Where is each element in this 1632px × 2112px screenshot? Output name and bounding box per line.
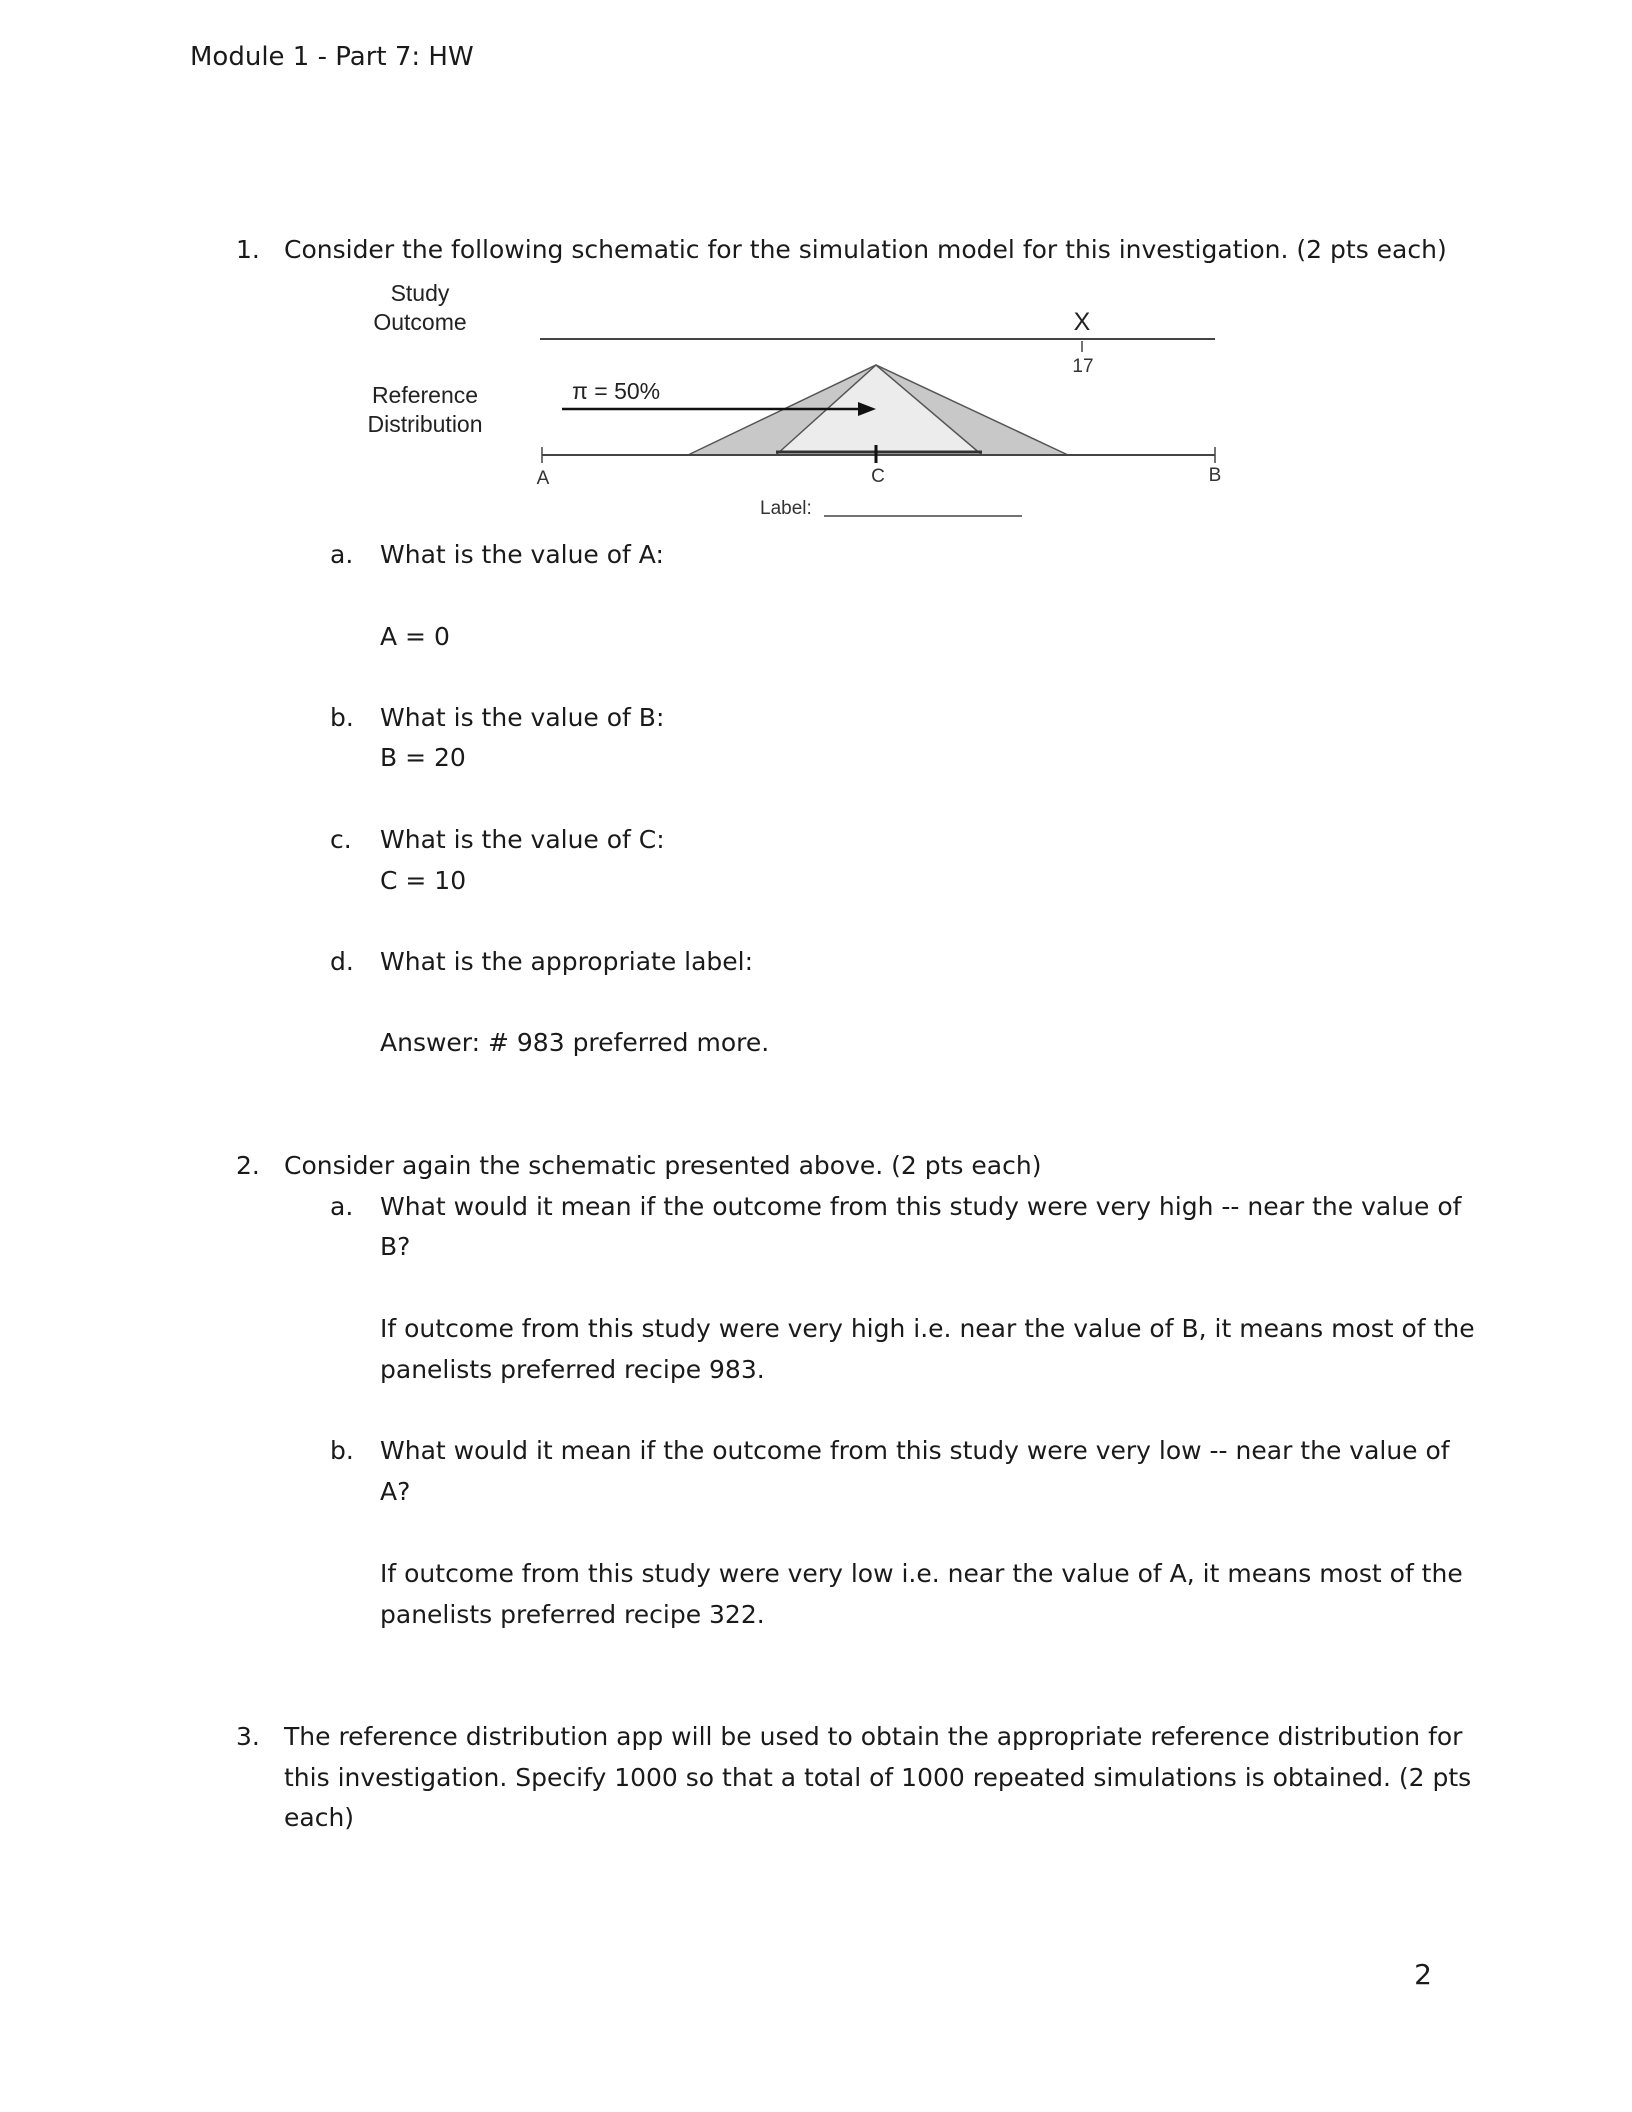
reference-label-line2: Distribution [367,411,483,437]
q1b-letter: b. [330,703,354,732]
label-text: Label: [760,498,812,519]
question-1-text: Consider the following schematic for the simulation model for this investigation. (2 pts each) [284,235,1447,264]
x-value: 17 [1072,356,1094,377]
c-label: C [871,466,885,487]
x-mark: X [1073,308,1091,336]
question-3-line1: The reference distribution app will be used to obtain the appropriate reference distribution for [284,1722,1463,1751]
reference-label-line1: Reference [371,382,479,408]
q1c-letter: c. [330,825,352,854]
q2a-question-line2: B? [380,1232,411,1261]
study-outcome-label-line1: Study [390,280,450,306]
question-3-line3: each) [284,1803,355,1832]
q2a-letter: a. [330,1192,354,1221]
q1a-question: What is the value of A: [380,540,664,569]
q1a-letter: a. [330,540,354,569]
question-2-text: Consider again the schematic presented above. (2 pts each) [284,1151,1042,1180]
q1a-answer: A = 0 [380,622,450,651]
q1d-answer: Answer: # 983 preferred more. [380,1028,770,1057]
b-label: B [1208,465,1222,486]
question-2-number: 2. [236,1151,260,1180]
q2b-answer-line1: If outcome from this study were very low i.e. near the value of A, it means most of the [380,1559,1463,1588]
q1c-question: What is the value of C: [380,825,665,854]
study-outcome-label-line2: Outcome [373,309,467,335]
question-1-number: 1. [236,235,260,264]
q2b-answer-line2: panelists preferred recipe 322. [380,1600,765,1629]
q1b-answer: B = 20 [380,743,466,772]
pi-label: π = 50% [572,378,661,404]
q1d-letter: d. [330,947,354,976]
q2a-answer-line2: panelists preferred recipe 983. [380,1355,765,1384]
q2b-question-line1: What would it mean if the outcome from this study were very low -- near the value of [380,1436,1450,1465]
question-3-line2: this investigation. Specify 1000 so that a total of 1000 repeated simulations is obtained. (2 pts [284,1763,1472,1792]
page-header: Module 1 - Part 7: HW [190,42,474,72]
q1d-question: What is the appropriate label: [380,947,754,976]
q2b-letter: b. [330,1436,354,1465]
q2a-question-line1: What would it mean if the outcome from this study were very high -- near the value of [380,1192,1462,1221]
q1b-question: What is the value of B: [380,703,665,732]
a-label: A [536,468,550,489]
q1c-answer: C = 10 [380,866,467,895]
question-3-number: 3. [236,1722,260,1751]
page-number: 2 [1414,1958,1432,1991]
q2b-question-line2: A? [380,1477,411,1506]
q2a-answer-line1: If outcome from this study were very high i.e. near the value of B, it means most of the [380,1314,1475,1343]
